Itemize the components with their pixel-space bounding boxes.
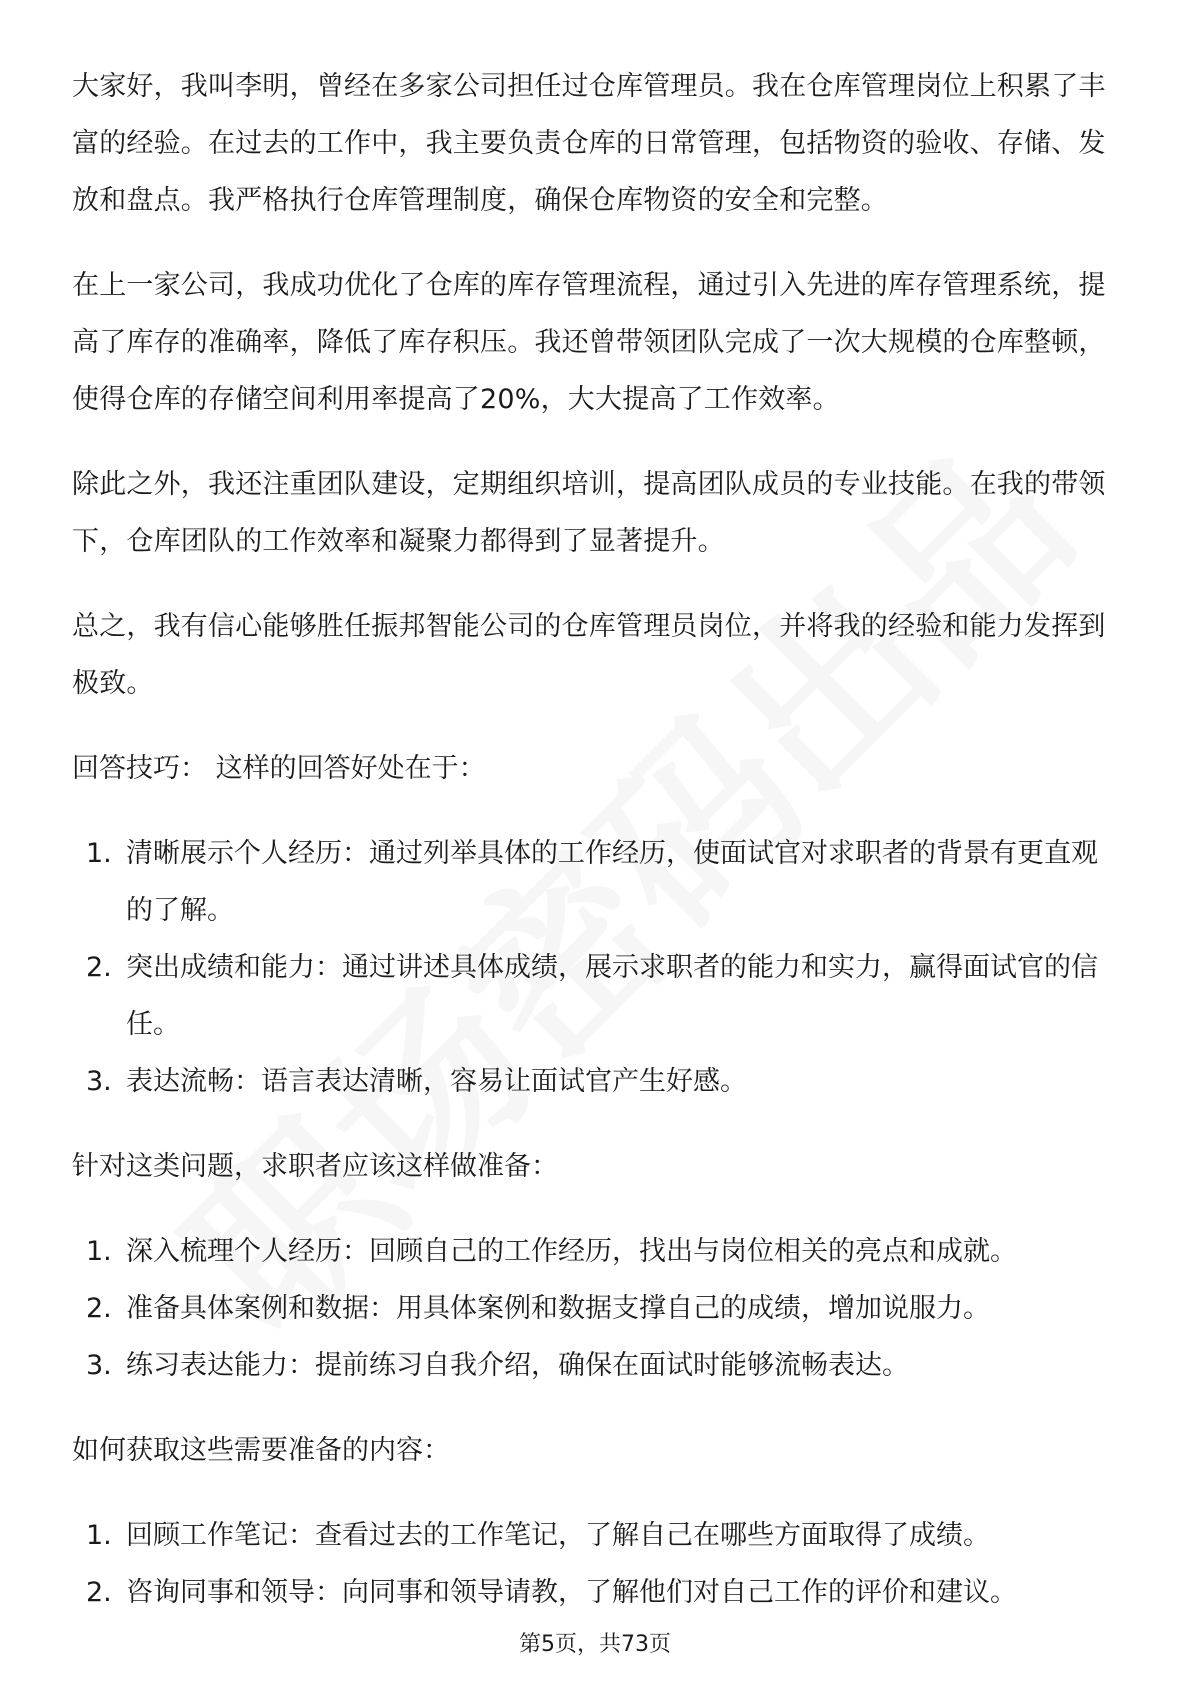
paragraph-achievement: 在上一家公司，我成功优化了仓库的库存管理流程，通过引入先进的库存管理系统，提高了库存的准确率，降低了库存积压。我还曾带领团队完成了一次大规模的仓库整顿，使得仓库的存储空间利用率提高了20%，大大提高了工作效率。 (72, 270, 1106, 415)
list-number: 2. (86, 952, 112, 983)
document-body (72, 58, 1122, 1649)
prepare-heading: 针对这类问题，求职者应该这样做准备： (72, 1151, 558, 1182)
list-item (72, 1223, 1122, 1280)
list-text: 咨询同事和领导：向同事和领导请教，了解他们对自己工作的评价和建议。 (126, 1577, 1017, 1608)
paragraph-intro: 大家好，我叫李明，曾经在多家公司担任过仓库管理员。我在仓库管理岗位上积累了丰富的经验。在过去的工作中，我主要负责仓库的日常管理，包括物资的验收、存储、发放和盘点。我严格执行仓库管理制度，确保仓库物资的安全和完整。 (72, 71, 1106, 216)
obtain-heading: 如何获取这些需要准备的内容： (72, 1435, 450, 1466)
list-text: 回顾工作笔记：查看过去的工作笔记，了解自己在哪些方面取得了成绩。 (126, 1520, 990, 1551)
list-item (72, 1337, 1122, 1394)
list-number: 3. (86, 1066, 112, 1097)
tips-heading: 回答技巧： 这样的回答好处在于： (72, 753, 486, 784)
tips-list (72, 825, 1122, 1110)
list-item (72, 1507, 1122, 1564)
list-text: 深入梳理个人经历：回顾自己的工作经历，找出与岗位相关的亮点和成就。 (126, 1236, 1017, 1267)
list-text: 表达流畅：语言表达清晰，容易让面试官产生好感。 (126, 1066, 747, 1097)
list-text: 突出成绩和能力：通过讲述具体成绩，展示求职者的能力和实力，赢得面试官的信任。 (126, 952, 1098, 1040)
list-number: 1. (86, 1236, 112, 1267)
list-number: 3. (86, 1350, 112, 1381)
list-number: 1. (86, 1520, 112, 1551)
list-item (72, 825, 1122, 939)
list-number: 2. (86, 1577, 112, 1608)
list-text: 清晰展示个人经历：通过列举具体的工作经历，使面试官对求职者的背景有更直观的了解。 (126, 838, 1098, 926)
list-number: 1. (86, 838, 112, 869)
list-item (72, 939, 1122, 1053)
list-text: 准备具体案例和数据：用具体案例和数据支撑自己的成绩，增加说服力。 (126, 1293, 990, 1324)
list-number: 2. (86, 1293, 112, 1324)
paragraph-conclusion: 总之，我有信心能够胜任振邦智能公司的仓库管理员岗位，并将我的经验和能力发挥到极致。 (72, 611, 1106, 699)
list-text: 练习表达能力：提前练习自我介绍，确保在面试时能够流畅表达。 (126, 1350, 909, 1381)
prepare-list (72, 1223, 1122, 1394)
page-number: 第5页，共73页 (519, 1632, 671, 1657)
obtain-list (72, 1507, 1122, 1621)
paragraph-team: 除此之外，我还注重团队建设，定期组织培训，提高团队成员的专业技能。在我的带领下，仓库团队的工作效率和凝聚力都得到了显著提升。 (72, 469, 1106, 557)
list-item (72, 1564, 1122, 1621)
list-item (72, 1053, 1122, 1110)
list-item (72, 1280, 1122, 1337)
